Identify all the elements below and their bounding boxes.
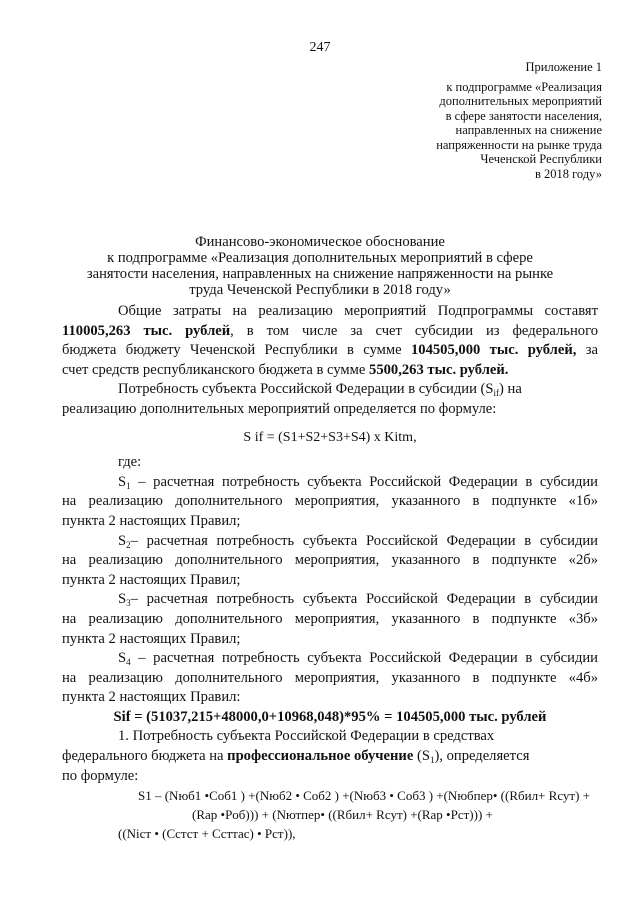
appendix-line: направленных на снижение	[455, 123, 602, 137]
def3-line2: на реализацию дополнительного мероприятия, указанного в подпункте «3б»	[62, 610, 598, 627]
formula-sif: S if = (S1+S2+S3+S4) x Kitm,	[243, 429, 417, 445]
professional-training: профессиональное обучение	[227, 748, 414, 765]
def2-line3: пункта 2 настоящих Правил;	[62, 571, 241, 588]
para1-line3: бюджета бюджету Чеченской Республики в сумме 104505,000 тыс. рублей, за	[62, 342, 598, 359]
appendix-line: дополнительных мероприятий	[439, 94, 602, 108]
para1-line4: счет средств республиканского бюджета в сумме 5500,263 тыс. рублей.	[62, 361, 509, 378]
def4-line1: $S_4$ – расчетная потребность субъекта Российской Федерации в субсидии	[118, 650, 598, 668]
document-heading	[70, 234, 570, 298]
item1-line2: федерального бюджета на профессиональное обучение $(S_1)$, определяется	[62, 748, 530, 766]
appendix-line: в 2018 году»	[534, 166, 602, 181]
where-label: где:	[118, 454, 142, 471]
formula-s1-line3: ((Nіст • (Cстст + Cсттас) • Pст)),	[118, 826, 296, 842]
appendix-block	[436, 60, 602, 181]
total-amount: 110005,263 тыс. рублей	[62, 322, 231, 339]
appendix-title: Приложение 1	[525, 60, 602, 74]
document-body	[62, 302, 598, 843]
heading-line: занятости населения, направленных на снижение напряженности на рынке	[86, 266, 554, 282]
appendix-line: напряженности на рынке труда	[436, 137, 602, 152]
def1-line2: на реализацию дополнительного мероприятия, указанного в подпункте «1б»	[62, 493, 598, 510]
item1-line1: 1. Потребность субъекта Российской Федерации в средствах	[118, 728, 495, 745]
heading-line: труда Чеченской Республики в 2018 году»	[189, 282, 451, 298]
para2-line2: реализацию дополнительных мероприятий определяется по формуле:	[62, 400, 497, 417]
def2-line2: на реализацию дополнительного мероприятия, указанного в подпункте «2б»	[62, 552, 598, 569]
para1-line2: 110005,263 тыс. рублей, в том числе за счет субсидии из федерального	[62, 322, 598, 339]
sif-result: Sif = (51037,215+48000,0+10968,048)*95% = 104505,000 тыс. рублей	[113, 708, 547, 725]
def3-line1: $S_3-$ расчетная потребность субъекта Российской Федерации в субсидии	[118, 591, 598, 609]
def2-line1: $S_2-$ расчетная потребность субъекта Российской Федерации в субсидии	[118, 532, 598, 550]
appendix-line: в сфере занятости населения,	[445, 108, 602, 123]
def1-line1: $S_1$ – расчетная потребность субъекта Российской Федерации в субсидии	[118, 473, 598, 491]
para2-line1: Потребность субъекта Российской Федерации в субсидии $(S_{if})$ на	[118, 381, 522, 399]
appendix-line: Чеченской Республики	[480, 152, 602, 166]
formula-s1-line2: (Rар •Pоб))) + (Nютпер• ((Rбил+ Rсут) +(Rар •Pст))) +	[192, 807, 493, 823]
para1-line1: Общие затраты на реализацию мероприятий Подпрограммы составят	[118, 303, 598, 319]
regional-amount: 5500,263 тыс. рублей.	[369, 361, 509, 378]
heading-line: к подпрограмме «Реализация дополнительных мероприятий в сфере	[107, 250, 533, 266]
def4-line2: на реализацию дополнительного мероприятия, указанного в подпункте «4б»	[62, 669, 598, 686]
page-number: 247	[309, 40, 331, 55]
heading-line: Финансово-экономическое обоснование	[195, 234, 445, 250]
federal-amount: 104505,000 тыс. рублей,	[410, 342, 577, 359]
def1-line3: пункта 2 настоящих Правил;	[62, 512, 241, 529]
formula-s1-line1: S1 – (Nюб1 •Cоб1 ) +(Nюб2 • Cоб2 ) +(Nюб3 • Cоб3 ) +(Nюбпер• ((Rбил+ Rсут) +	[138, 788, 591, 804]
def3-line3: пункта 2 настоящих Правил;	[62, 630, 241, 647]
item1-line3: по формуле:	[62, 767, 139, 784]
def4-line3: пункта 2 настоящих Правил:	[62, 689, 241, 706]
appendix-line: к подпрограмме «Реализация	[446, 79, 602, 94]
